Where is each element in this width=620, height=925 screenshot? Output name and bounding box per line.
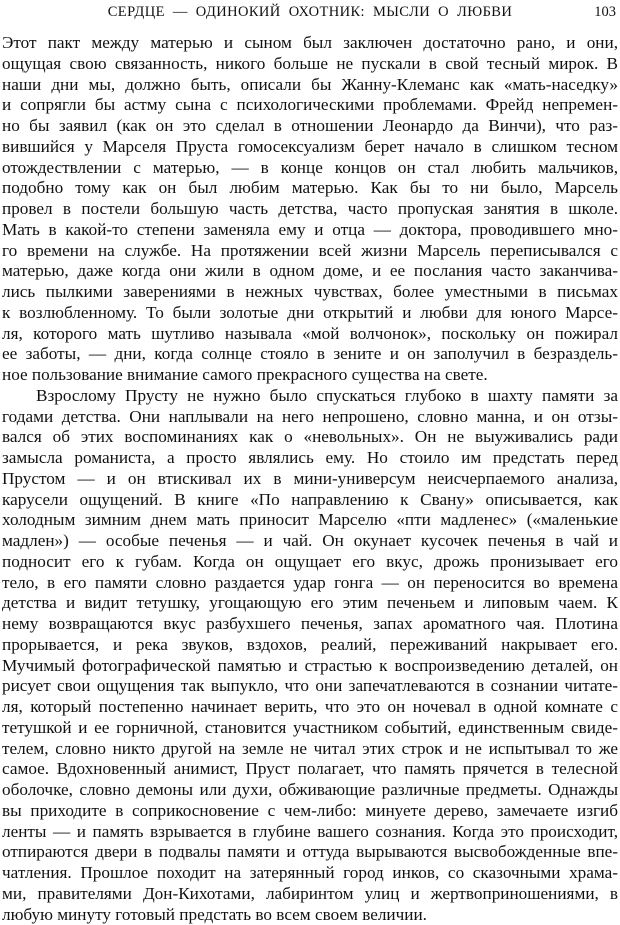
text-line: прорывается, и река звуков, вздохов, реалий, переживаний накрывает его. — [2, 635, 618, 656]
text-line: вался об этих воспоминаниях как о «невольных». Он не выуживались ради — [2, 427, 618, 448]
text-line: Мать в какой-то степени заменяла ему и отца — доктора, проводившего мно- — [2, 220, 618, 241]
text-line: лись пылкими заверениями в нежных чувствах, более уместными в письмах — [2, 282, 618, 303]
text-line: холодным зимним днем мать приносит Марселю «пти мадленес» («маленькие — [2, 510, 618, 531]
text-line: рисует свои ощущения так выпукло, что они запечатлеваются в сознании читате- — [2, 676, 618, 697]
text-line: самое. Вдохновенный анимист, Пруст полагает, что память прячется в телесной — [2, 759, 618, 780]
text-line: вившийся у Марселя Пруста гомосексуализм берет начало в слишком тесном — [2, 137, 618, 158]
text-line: любую минуту готовый предстать во всем своем величии. — [2, 905, 618, 925]
text-line: ми, правителями Дон-Кихотами, лабиринтом улиц и жертвоприношениями, в — [2, 884, 618, 905]
text-line: ное пользование внимание самого прекрасного существа на свете. — [2, 365, 618, 386]
text-line: телем, словно никто другой на земле не читал этих строк и не испытывал то же — [2, 739, 618, 760]
text-line: отождествлении с матерью, — в конце концов он стал любить мальчиков, — [2, 158, 618, 179]
text-line: к возлюбленному. То были золотые дни открытий и любви для юного Марсе- — [2, 303, 618, 324]
paragraph — [2, 33, 618, 386]
running-title: СЕРДЦЕ — ОДИНОКИЙ ОХОТНИК: МЫСЛИ О ЛЮБВИ — [0, 4, 620, 21]
text-line: провел в постели большую часть детства, часто пропуская занятия в школе. — [2, 199, 618, 220]
text-line: подносит его к губам. Когда он ощущает его вкус, дрожь пронизывает его — [2, 552, 618, 573]
text-line: подобно тому как он был любим матерью. Как бы то ни было, Марсель — [2, 178, 618, 199]
text-line: Прустом — и он втискивал их в мини-универсум неисчерпаемого анализа, — [2, 469, 618, 490]
text-line: чатления. Прошлое походит на затерянный город инков, со сказочными храма- — [2, 863, 618, 884]
text-line: и сопрягли бы астму сына с психологическими проблемами. Фрейд непремен- — [2, 95, 618, 116]
text-line: го времени на службе. На протяжении всей жизни Марсель переписывался с — [2, 241, 618, 262]
text-line: Взрослому Прусту не нужно было спускаться глубоко в шахту памяти за — [2, 386, 618, 407]
text-line: но бы заявил (как он это сделал в отношении Леонардо да Винчи), что раз- — [2, 116, 618, 137]
text-line: карусели ощущений. В книге «По направлению к Свану» описывается, как — [2, 490, 618, 511]
text-line: тетушкой и ее горничной, становится участником событий, единственным свиде- — [2, 718, 618, 739]
text-line: нему возвращаются вкус разбухшего печенья, запах ароматного чая. Плотина — [2, 614, 618, 635]
text-line: матерью, даже когда они жили в одном доме, и ее послания часто заканчива- — [2, 261, 618, 282]
page-number: 103 — [594, 4, 616, 21]
text-line: ощущая свою связанность, никого больше не пускали в свой тесный мирок. В — [2, 54, 618, 75]
text-line: ля, который постепенно начинает верить, что это он ночевал в одной комнате с — [2, 697, 618, 718]
text-line: наши дни мы, должно быть, описали бы Жанну-Клеманс как «мать-наседку» — [2, 75, 618, 96]
text-line: Этот пакт между матерью и сыном был заключен достаточно рано, и они, — [2, 33, 618, 54]
body-text — [2, 33, 618, 925]
text-line: вы приходите в соприкосновение с чем-либо: минуете дерево, замечаете изгиб — [2, 801, 618, 822]
text-line: ля, которого мать шутливо называла «мой волчонок», поскольку он пожирал — [2, 324, 618, 345]
text-line: тело, в его памяти словно раздается удар гонга — он переносится во времена — [2, 573, 618, 594]
text-line: Мучимый фотографической памятью и страстью к воспроизведению деталей, он — [2, 656, 618, 677]
text-line: оболочке, словно демоны или духи, обживающие различные предметы. Однажды — [2, 780, 618, 801]
text-line: детства и видит тетушку, угощающую его этим печеньем и липовым чаем. К — [2, 593, 618, 614]
text-line: годами детства. Они наплывали на него непрошено, словно манна, и он отзы- — [2, 407, 618, 428]
text-line: мадлен») — особые печенья — и чай. Он окунает кусочек печенья в чай и — [2, 531, 618, 552]
text-line: отпираются двери в подвалы памяти и оттуда вырываются высвобожденные впе- — [2, 842, 618, 863]
paragraph — [2, 386, 618, 925]
text-line: ее заботы, — дни, когда солнце стояло в зените и он заполучил в безраздель- — [2, 344, 618, 365]
text-line: замысла романиста, а просто являлись ему. Но стоило им предстать перед — [2, 448, 618, 469]
running-head — [0, 0, 620, 26]
text-line: ленты — и память взрывается в глубине вашего сознания. Когда это происходит, — [2, 822, 618, 843]
